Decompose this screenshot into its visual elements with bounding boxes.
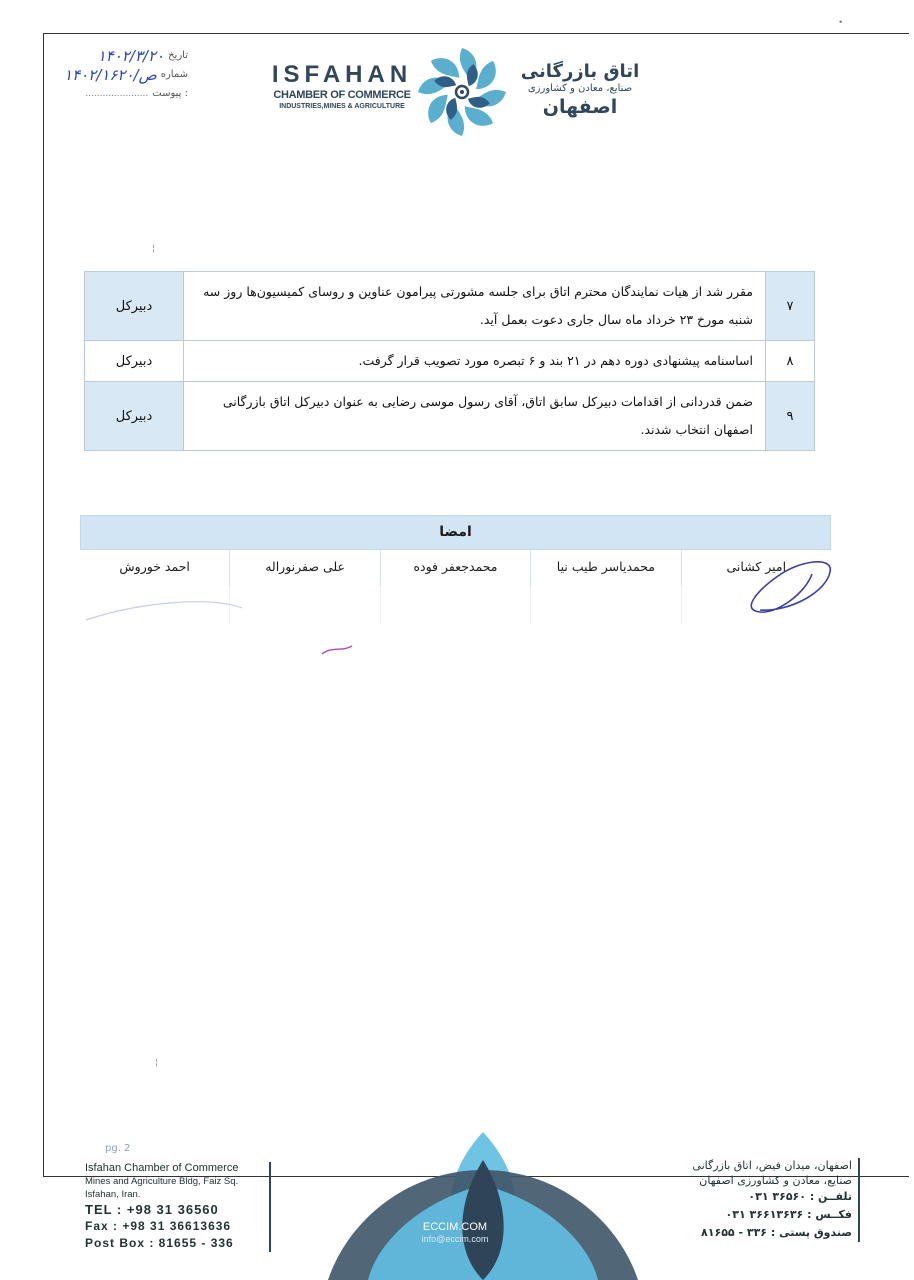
- signer-name: علی صفرنوراله: [229, 550, 379, 586]
- attachment-row: [48, 84, 188, 103]
- phone-fa: تلفــن : ۳۶۵۶۰ ۰۳۱: [748, 1190, 852, 1203]
- chamber-logo-icon: [416, 46, 508, 138]
- date-row: [48, 46, 188, 65]
- row-text: ضمن قدردانی از اقدامات دبیرکل سابق اتاق، آقای رسول موسی رضایی به عنوان دبیرکل اتاق بازرگانی اصفهان انتخاب شدند.: [184, 382, 766, 451]
- contact-email[interactable]: info@eccim.com: [421, 1234, 489, 1244]
- brand-en-title: ISFAHAN: [271, 61, 413, 88]
- signature-names: [80, 550, 831, 586]
- address-en-line1: Isfahan Chamber of Commerce: [85, 1162, 239, 1174]
- scan-mark: •: [838, 18, 844, 28]
- attachment-value: ......................: [85, 88, 149, 99]
- brand-fa-city: اصفهان: [542, 96, 618, 118]
- fax-fa: فکــس : ۳۶۶۱۳۶۳۶ ۰۳۱: [725, 1208, 852, 1221]
- brand-en-subtitle2: INDUSTRIES,MINES & AGRICULTURE: [279, 103, 405, 110]
- signer-name: احمد خوروش: [119, 559, 190, 574]
- signature-scribble-icon: [80, 598, 250, 628]
- footer-address-en: [85, 1162, 271, 1252]
- website-url[interactable]: ECCIM.COM: [422, 1221, 488, 1233]
- page-number: pg. 2: [105, 1143, 131, 1154]
- pobox-en: Post Box : 81655 - 336: [85, 1236, 234, 1250]
- table-row: [85, 341, 815, 382]
- address-fa-line1: اصفهان، میدان فیض، اتاق بازرگانی: [692, 1159, 852, 1172]
- row-responsible: دبیرکل: [85, 341, 184, 382]
- scan-mark: ¦: [155, 1058, 159, 1068]
- brand-english: [270, 62, 414, 112]
- lotus-emblem-icon: [318, 1130, 648, 1280]
- row-responsible: دبیرکل: [85, 272, 184, 341]
- number-value: ۱۴۰۲/۱۶۲۰/ص: [64, 65, 157, 84]
- row-text: اساسنامه پیشنهادی دوره دهم در ۲۱ بند و ۶ تبصره مورد تصویب قرار گرفت.: [184, 341, 766, 382]
- footer-address-fa: [660, 1158, 860, 1242]
- row-responsible: دبیرکل: [85, 382, 184, 451]
- brand-fa-subtitle: صنایع، معادن و کشاورزی: [527, 83, 633, 94]
- phone-en: TEL : +98 31 36560: [85, 1202, 219, 1217]
- number-label: شماره: [160, 69, 188, 80]
- signature-title: امضا: [80, 515, 831, 550]
- website-block: [400, 1221, 510, 1245]
- pobox-fa: صندوق پستی : ۳۳۶ - ۸۱۶۵۵: [701, 1226, 852, 1239]
- address-en-line3: Isfahan, Iran.: [85, 1189, 141, 1200]
- signer-name: محمدجعفر فوده: [380, 550, 530, 586]
- table-row: [85, 272, 815, 341]
- date-label: تاریخ: [168, 50, 188, 61]
- row-number: ۹: [766, 382, 815, 451]
- signer-name: امیر کشانی: [681, 550, 831, 586]
- table-row: [85, 382, 815, 451]
- row-number: ۸: [766, 341, 815, 382]
- address-en-line2: Mines and Agriculture Bldg, Faiz Sq.: [85, 1176, 239, 1187]
- signer-name: محمدیاسر طیب نیا: [530, 550, 680, 586]
- row-text: مقرر شد از هیات نمایندگان محترم اتاق برای جلسه مشورتی پیرامون عناوین و روسای کمیسیون‌ها روز سه شنبه مورخ ۲۳ خرداد ماه سال جاری دعوت بعمل آید.: [184, 272, 766, 341]
- attachment-label: پیوست :: [152, 88, 188, 99]
- signature-scribble-icon: [730, 552, 840, 624]
- fax-en: Fax : +98 31 36613636: [85, 1219, 232, 1233]
- number-row: [48, 65, 188, 84]
- date-value: ۱۴۰۲/۳/۲۰: [97, 46, 165, 65]
- scan-mark: ¦: [152, 244, 156, 254]
- resolutions-table: [84, 271, 815, 451]
- brand-persian: [508, 62, 652, 118]
- reference-block: [48, 46, 188, 103]
- address-fa-line2: صنایع، معادن و کشاورزی اصفهان: [699, 1174, 852, 1187]
- brand-fa-title: اتاق بازرگانی: [520, 61, 640, 82]
- brand-en-subtitle: CHAMBER OF COMMERCE: [273, 89, 411, 101]
- row-number: ۷: [766, 272, 815, 341]
- signature-scribble-icon: [318, 640, 358, 660]
